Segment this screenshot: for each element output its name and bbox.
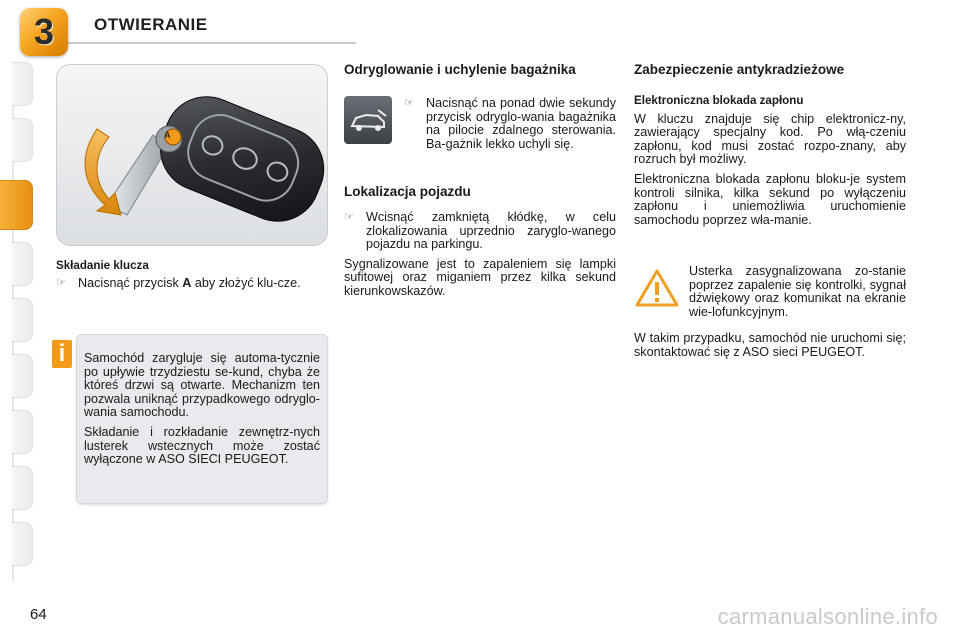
folding-bullet [56, 277, 326, 291]
unlock-heading: Odryglowanie i uchylenie bagażnika [344, 62, 576, 77]
unlock-trunk-section [344, 62, 616, 77]
unlock-text: Nacisnąć na ponad dwie sekundy przycisk odryglo-wania bagażnika na pilocie zdalnego sterowania. Ba-gażnik lekko uchyli się. [426, 96, 616, 151]
page-number: 64 [30, 606, 47, 623]
folding-text-pre: Nacisnąć przycisk [78, 275, 183, 290]
chapter-number: 3 [33, 11, 55, 52]
chapter-tab-6[interactable] [12, 354, 33, 398]
arrow-bullet-icon: ☞ [344, 211, 354, 223]
chapter-tab-5[interactable] [12, 298, 33, 342]
chapter-tab-4[interactable] [12, 242, 33, 286]
warning-text: Usterka zasygnalizowana zo-stanie poprzez zapalenie się kontrolki, sygnał dźwiękowy oraz komunikat na ekranie wie-lofunkcyjnym. [689, 264, 906, 319]
aso-text: W takim przypadku, samochód nie uruchomi się; skontaktować się z ASO sieci PEUGEOT. [634, 331, 906, 359]
immobilizer-paragraph-1: W kluczu znajduje się chip elektronicz-ny, zawierający specjalny kod. Po włą-czeniu zapłonu, kod musi zostać rozpo-znany, aby rozruch był możliwy. [634, 111, 906, 167]
info-note-text [84, 352, 320, 473]
folding-text-post: aby złożyć klu-cze. [191, 275, 301, 290]
signal-text: Sygnalizowane jest to zapaleniem się lampki sufitowej oraz miganiem przez kilka sekund kierunkowskazów. [344, 256, 616, 298]
chapter-tab-9[interactable] [12, 522, 33, 566]
watermark: carmanualsonline.info [717, 604, 938, 629]
info-paragraph-1: Samochód zarygluje się automa-tycznie po upływie trzydziestu se-kund, chyba że któreś drzwi są otwarte. Mechanizm ten pozwala uniknąć przypadkowego odryglo-wania samochodu. [84, 351, 320, 420]
immobilizer-heading: Elektroniczna blokada zapłonu [634, 94, 804, 107]
chapter-badge [20, 8, 68, 56]
chapter-tab-3-active[interactable] [0, 180, 33, 230]
folding-text-bold: A [182, 275, 192, 290]
arrow-bullet-icon: ☞ [404, 97, 414, 109]
chapter-tab-8[interactable] [12, 466, 33, 510]
info-paragraph-2: Składanie i rozkładanie zewnętrz-nych lusterek wstecznych może zostać wyłączone w ASO SIECI PEUGEOT. [84, 424, 320, 467]
locate-section [344, 184, 616, 305]
key-illustration [56, 64, 328, 246]
chapter-tab-1[interactable] [12, 62, 33, 106]
warning-triangle-icon [634, 268, 680, 308]
folding-key-drawing [57, 65, 327, 245]
arrow-bullet-icon: ☞ [56, 276, 66, 289]
locate-text: Wcisnąć zamkniętą kłódkę, w celu zlokalizowania uprzednio zaryglo-wanego pojazdu na parkingu. [366, 210, 616, 252]
folding-heading: Składanie klucza [56, 259, 149, 272]
info-icon: i [52, 340, 72, 368]
chapter-tab-2[interactable] [12, 118, 33, 162]
chapter-tab-7[interactable] [12, 410, 33, 454]
chapter-tabs [0, 62, 36, 582]
immobilizer-paragraph-2: Elektroniczna blokada zapłonu bloku-je system kontroli silnika, kilka sekund po wyłączeniu zapłonu i uniemożliwia uruchomienie samochodu poprzez wła-manie. [634, 171, 906, 227]
warning-text-block [689, 265, 906, 325]
fold-direction-arrow [85, 129, 121, 215]
locate-heading: Lokalizacja pojazdu [344, 184, 471, 199]
unlock-bullet [404, 97, 616, 151]
page-title: OTWIERANIE [94, 15, 208, 34]
key-button-label: A [164, 130, 171, 140]
folding-section [56, 259, 326, 290]
security-section [634, 62, 906, 233]
car-trunk-icon [344, 96, 392, 144]
security-heading: Zabezpieczenie antykradzieżowe [634, 62, 845, 77]
aso-text-block [634, 332, 906, 365]
key-fob [148, 84, 327, 234]
